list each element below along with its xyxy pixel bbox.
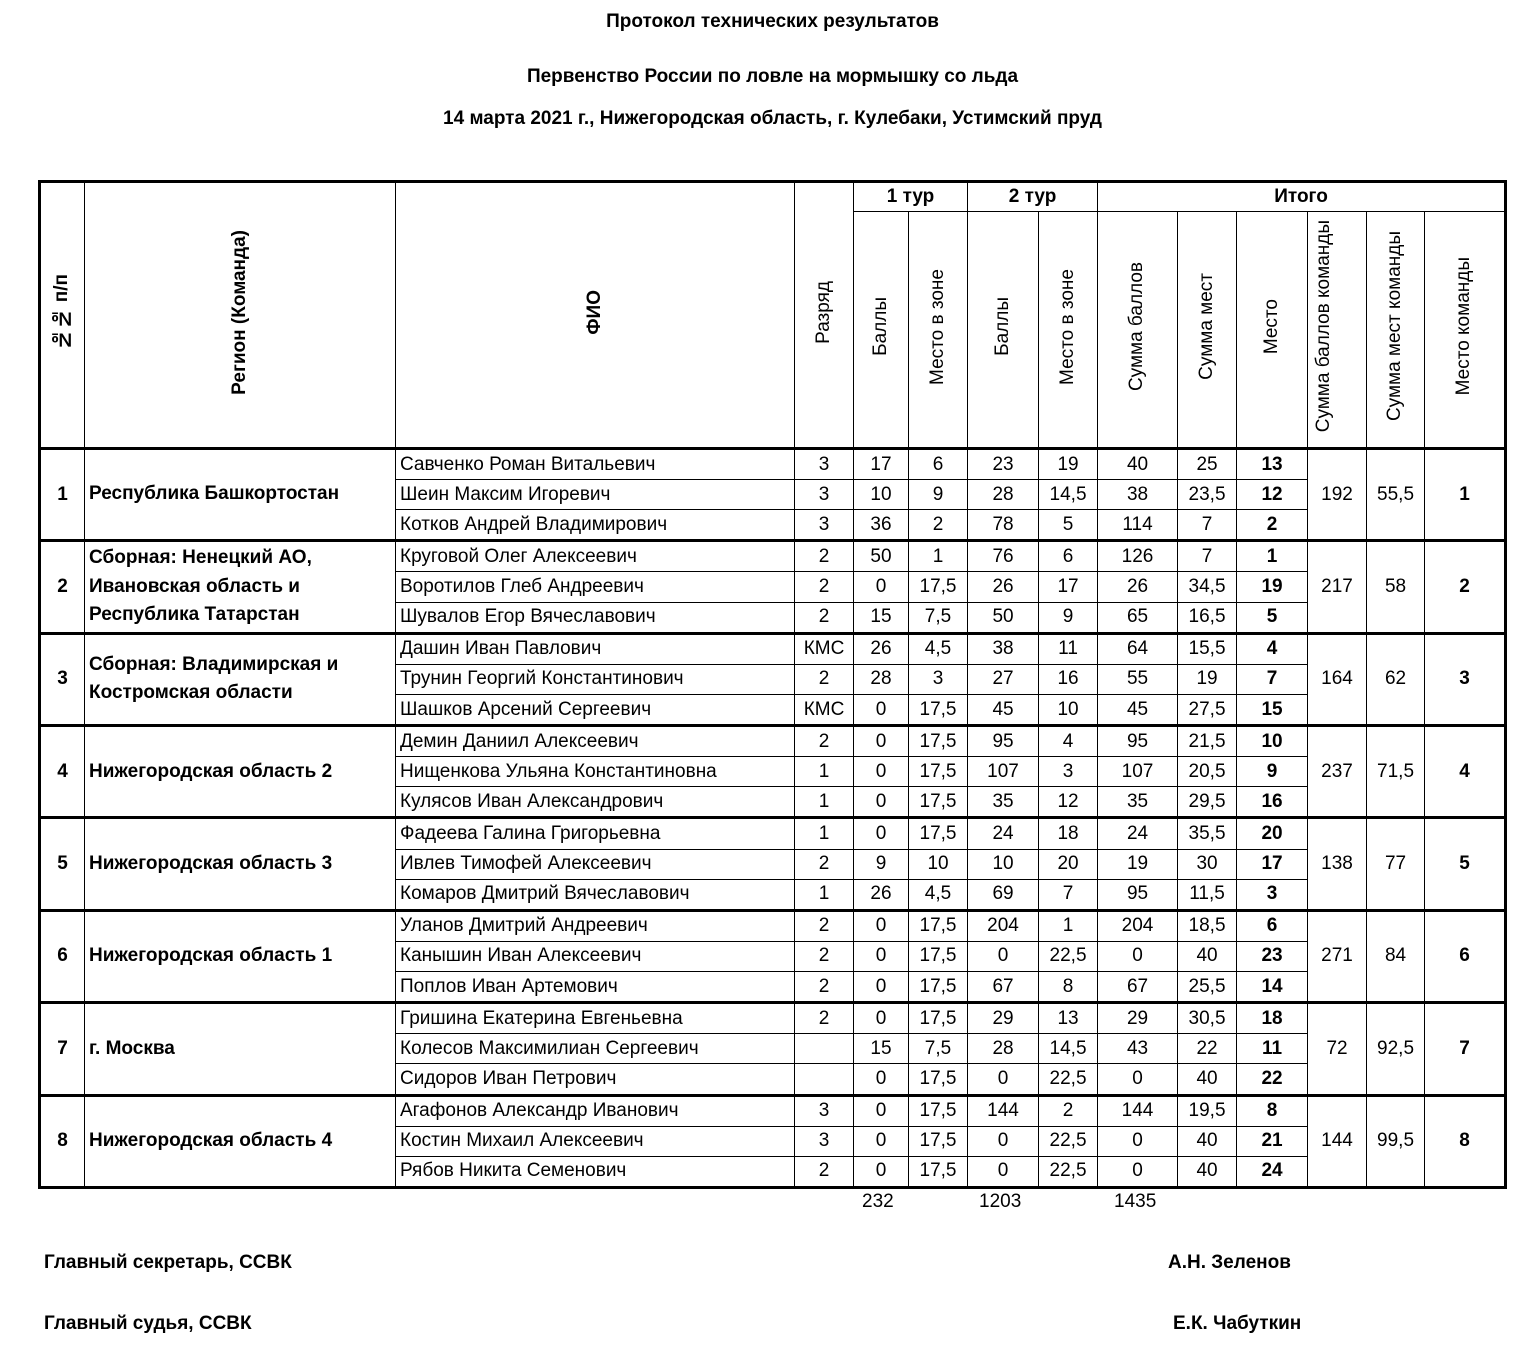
sum-points: 35 bbox=[1098, 787, 1178, 818]
tour2-points: 28 bbox=[968, 1034, 1039, 1064]
team-points: 237 bbox=[1308, 726, 1367, 818]
athlete-rank: 2 bbox=[795, 602, 854, 633]
table-row bbox=[40, 1095, 1506, 1126]
sum-places: 30 bbox=[1178, 849, 1237, 879]
team-places: 84 bbox=[1367, 910, 1425, 1002]
tour1-points: 0 bbox=[854, 818, 909, 849]
sum-places: 30,5 bbox=[1178, 1003, 1237, 1034]
tour2-zone-place: 22,5 bbox=[1039, 1126, 1098, 1156]
athlete-place: 13 bbox=[1237, 449, 1308, 480]
athlete-name: Трунин Георгий Константинович bbox=[396, 664, 795, 694]
header-place: Место bbox=[1237, 212, 1308, 449]
athlete-rank bbox=[795, 1064, 854, 1095]
team-region: Нижегородская область 3 bbox=[85, 818, 396, 910]
athlete-name: Поплов Иван Артемович bbox=[396, 972, 795, 1003]
team-place: 2 bbox=[1425, 541, 1506, 633]
team-region: г. Москва bbox=[85, 1003, 396, 1095]
header-region: Регион (Команда) bbox=[85, 182, 396, 449]
athlete-place: 1 bbox=[1237, 541, 1308, 572]
tour1-zone-place: 17,5 bbox=[909, 1126, 968, 1156]
tour2-zone-place: 10 bbox=[1039, 694, 1098, 725]
tour1-zone-place: 17,5 bbox=[909, 1003, 968, 1034]
athlete-place: 7 bbox=[1237, 664, 1308, 694]
athlete-name: Гришина Екатерина Евгеньевна bbox=[396, 1003, 795, 1034]
sum-points: 0 bbox=[1098, 941, 1178, 971]
team-points: 72 bbox=[1308, 1003, 1367, 1095]
tour1-zone-place: 6 bbox=[909, 449, 968, 480]
tour1-points: 0 bbox=[854, 1003, 909, 1034]
results-table bbox=[38, 180, 1507, 1189]
tour1-points: 0 bbox=[854, 1095, 909, 1126]
tour1-zone-place: 17,5 bbox=[909, 694, 968, 725]
tour2-zone-place: 3 bbox=[1039, 757, 1098, 787]
sum-places: 25,5 bbox=[1178, 972, 1237, 1003]
tour2-zone-place: 14,5 bbox=[1039, 480, 1098, 510]
athlete-name: Фадеева Галина Григорьевна bbox=[396, 818, 795, 849]
sum-places: 19 bbox=[1178, 664, 1237, 694]
athlete-rank: 2 bbox=[795, 726, 854, 757]
team-number: 7 bbox=[40, 1003, 85, 1095]
tour2-zone-place: 16 bbox=[1039, 664, 1098, 694]
athlete-name: Сидоров Иван Петрович bbox=[396, 1064, 795, 1095]
athlete-name: Круговой Олег Алексеевич bbox=[396, 541, 795, 572]
tour1-points: 50 bbox=[854, 541, 909, 572]
athlete-place: 18 bbox=[1237, 1003, 1308, 1034]
athlete-name: Агафонов Александр Иванович bbox=[396, 1095, 795, 1126]
table-row bbox=[40, 1003, 1506, 1034]
tour1-points: 10 bbox=[854, 480, 909, 510]
athlete-rank: 2 bbox=[795, 1003, 854, 1034]
sum-points: 107 bbox=[1098, 757, 1178, 787]
tour1-points: 0 bbox=[854, 972, 909, 1003]
tour1-zone-place: 4,5 bbox=[909, 633, 968, 664]
tour1-points: 15 bbox=[854, 1034, 909, 1064]
tour2-zone-place: 4 bbox=[1039, 726, 1098, 757]
sum-points: 29 bbox=[1098, 1003, 1178, 1034]
tour2-zone-place: 22,5 bbox=[1039, 1156, 1098, 1187]
tour2-points: 76 bbox=[968, 541, 1039, 572]
sum-places: 22 bbox=[1178, 1034, 1237, 1064]
sum-points: 114 bbox=[1098, 510, 1178, 541]
judge-name: Е.К. Чабуткин bbox=[1173, 1313, 1302, 1334]
secretary-role: Главный секретарь, ССВК bbox=[44, 1252, 292, 1273]
sum-points: 0 bbox=[1098, 1126, 1178, 1156]
athlete-place: 19 bbox=[1237, 572, 1308, 602]
total-tour2-points: 1203 bbox=[979, 1191, 1022, 1212]
athlete-place: 11 bbox=[1237, 1034, 1308, 1064]
sum-points: 65 bbox=[1098, 602, 1178, 633]
tour1-zone-place: 4,5 bbox=[909, 879, 968, 910]
tour2-points: 35 bbox=[968, 787, 1039, 818]
header-tour1-points: Баллы bbox=[854, 212, 909, 449]
athlete-place: 2 bbox=[1237, 510, 1308, 541]
tour2-points: 0 bbox=[968, 1126, 1039, 1156]
athlete-rank: 3 bbox=[795, 480, 854, 510]
athlete-rank: 3 bbox=[795, 1126, 854, 1156]
header-tour1-zone-place: Место в зоне bbox=[909, 212, 968, 449]
athlete-name: Котков Андрей Владимирович bbox=[396, 510, 795, 541]
team-place: 6 bbox=[1425, 910, 1506, 1002]
header-fio: ФИО bbox=[396, 182, 795, 449]
athlete-name: Шувалов Егор Вячеславович bbox=[396, 602, 795, 633]
tour2-zone-place: 17 bbox=[1039, 572, 1098, 602]
team-points: 144 bbox=[1308, 1095, 1367, 1187]
athlete-place: 5 bbox=[1237, 602, 1308, 633]
tour2-zone-place: 9 bbox=[1039, 602, 1098, 633]
athlete-name: Уланов Дмитрий Андреевич bbox=[396, 910, 795, 941]
athlete-rank: 2 bbox=[795, 941, 854, 971]
header-tour1: 1 тур bbox=[854, 182, 968, 212]
team-number: 8 bbox=[40, 1095, 85, 1187]
athlete-name: Рябов Никита Семенович bbox=[396, 1156, 795, 1187]
tour2-zone-place: 6 bbox=[1039, 541, 1098, 572]
tour1-zone-place: 17,5 bbox=[909, 1064, 968, 1095]
tour1-zone-place: 17,5 bbox=[909, 1095, 968, 1126]
total-sum-points: 1435 bbox=[1114, 1191, 1157, 1212]
tour1-points: 9 bbox=[854, 849, 909, 879]
header-rank: Разряд bbox=[795, 182, 854, 449]
table-row bbox=[40, 449, 1506, 480]
athlete-name: Канышин Иван Алексеевич bbox=[396, 941, 795, 971]
sum-points: 0 bbox=[1098, 1156, 1178, 1187]
sum-places: 21,5 bbox=[1178, 726, 1237, 757]
team-points: 192 bbox=[1308, 449, 1367, 541]
tour1-points: 0 bbox=[854, 1064, 909, 1095]
athlete-name: Костин Михаил Алексеевич bbox=[396, 1126, 795, 1156]
tour2-points: 28 bbox=[968, 480, 1039, 510]
athlete-rank: 3 bbox=[795, 510, 854, 541]
tour2-zone-place: 8 bbox=[1039, 972, 1098, 1003]
tour2-points: 27 bbox=[968, 664, 1039, 694]
athlete-name: Дашин Иван Павлович bbox=[396, 633, 795, 664]
athlete-place: 12 bbox=[1237, 480, 1308, 510]
team-points: 217 bbox=[1308, 541, 1367, 633]
team-number: 2 bbox=[40, 541, 85, 633]
tour2-points: 45 bbox=[968, 694, 1039, 725]
sum-places: 35,5 bbox=[1178, 818, 1237, 849]
tour1-points: 26 bbox=[854, 633, 909, 664]
sum-points: 24 bbox=[1098, 818, 1178, 849]
tour2-points: 0 bbox=[968, 1064, 1039, 1095]
sum-points: 67 bbox=[1098, 972, 1178, 1003]
secretary-name: А.Н. Зеленов bbox=[1168, 1252, 1291, 1273]
team-number: 6 bbox=[40, 910, 85, 1002]
athlete-rank: 1 bbox=[795, 787, 854, 818]
tour1-zone-place: 1 bbox=[909, 541, 968, 572]
athlete-name: Ивлев Тимофей Алексеевич bbox=[396, 849, 795, 879]
tour1-points: 0 bbox=[854, 1126, 909, 1156]
tour2-points: 95 bbox=[968, 726, 1039, 757]
sum-points: 43 bbox=[1098, 1034, 1178, 1064]
athlete-name: Нищенкова Ульяна Константиновна bbox=[396, 757, 795, 787]
athlete-place: 10 bbox=[1237, 726, 1308, 757]
athlete-rank: 3 bbox=[795, 449, 854, 480]
team-number: 5 bbox=[40, 818, 85, 910]
sum-places: 18,5 bbox=[1178, 910, 1237, 941]
team-region: Нижегородская область 2 bbox=[85, 726, 396, 818]
tour1-points: 0 bbox=[854, 726, 909, 757]
sum-points: 95 bbox=[1098, 879, 1178, 910]
tour1-zone-place: 17,5 bbox=[909, 787, 968, 818]
tour1-points: 0 bbox=[854, 787, 909, 818]
sum-places: 16,5 bbox=[1178, 602, 1237, 633]
athlete-rank: КМС bbox=[795, 633, 854, 664]
athlete-rank: 2 bbox=[795, 1156, 854, 1187]
header-sum-points: Сумма баллов bbox=[1098, 212, 1178, 449]
header-sum-places: Сумма мест bbox=[1178, 212, 1237, 449]
athlete-name: Кулясов Иван Александрович bbox=[396, 787, 795, 818]
header-total: Итого bbox=[1098, 182, 1506, 212]
tour1-points: 0 bbox=[854, 941, 909, 971]
athlete-rank: КМС bbox=[795, 694, 854, 725]
tour1-points: 0 bbox=[854, 910, 909, 941]
team-number: 4 bbox=[40, 726, 85, 818]
tour2-points: 78 bbox=[968, 510, 1039, 541]
team-region: Нижегородская область 1 bbox=[85, 910, 396, 1002]
team-places: 62 bbox=[1367, 633, 1425, 725]
tour1-zone-place: 10 bbox=[909, 849, 968, 879]
team-places: 99,5 bbox=[1367, 1095, 1425, 1187]
team-places: 92,5 bbox=[1367, 1003, 1425, 1095]
athlete-rank: 2 bbox=[795, 849, 854, 879]
athlete-rank: 1 bbox=[795, 879, 854, 910]
tour1-zone-place: 17,5 bbox=[909, 941, 968, 971]
sum-points: 126 bbox=[1098, 541, 1178, 572]
tour2-zone-place: 22,5 bbox=[1039, 1064, 1098, 1095]
tour1-zone-place: 7,5 bbox=[909, 602, 968, 633]
tour2-zone-place: 19 bbox=[1039, 449, 1098, 480]
tour1-zone-place: 17,5 bbox=[909, 1156, 968, 1187]
tour1-zone-place: 2 bbox=[909, 510, 968, 541]
athlete-place: 21 bbox=[1237, 1126, 1308, 1156]
tour2-points: 23 bbox=[968, 449, 1039, 480]
sum-places: 40 bbox=[1178, 1126, 1237, 1156]
tour1-zone-place: 17,5 bbox=[909, 572, 968, 602]
tour2-points: 0 bbox=[968, 941, 1039, 971]
table-row bbox=[40, 726, 1506, 757]
table-row bbox=[40, 541, 1506, 572]
team-region: Республика Башкортостан bbox=[85, 449, 396, 541]
sum-points: 0 bbox=[1098, 1064, 1178, 1095]
tour1-points: 0 bbox=[854, 694, 909, 725]
sum-points: 38 bbox=[1098, 480, 1178, 510]
tour2-points: 10 bbox=[968, 849, 1039, 879]
athlete-name: Шеин Максим Игоревич bbox=[396, 480, 795, 510]
sum-places: 34,5 bbox=[1178, 572, 1237, 602]
tour1-zone-place: 17,5 bbox=[909, 757, 968, 787]
table-row bbox=[40, 910, 1506, 941]
sum-points: 40 bbox=[1098, 449, 1178, 480]
tour1-zone-place: 17,5 bbox=[909, 726, 968, 757]
tour1-zone-place: 3 bbox=[909, 664, 968, 694]
athlete-place: 17 bbox=[1237, 849, 1308, 879]
athlete-rank: 1 bbox=[795, 757, 854, 787]
tour2-zone-place: 7 bbox=[1039, 879, 1098, 910]
sum-places: 15,5 bbox=[1178, 633, 1237, 664]
tour1-points: 0 bbox=[854, 572, 909, 602]
team-places: 55,5 bbox=[1367, 449, 1425, 541]
tour2-zone-place: 20 bbox=[1039, 849, 1098, 879]
team-places: 71,5 bbox=[1367, 726, 1425, 818]
sum-places: 23,5 bbox=[1178, 480, 1237, 510]
athlete-place: 8 bbox=[1237, 1095, 1308, 1126]
event-title: Первенство России по ловле на мормышку со льда bbox=[526, 66, 1019, 87]
athlete-place: 4 bbox=[1237, 633, 1308, 664]
tour2-zone-place: 12 bbox=[1039, 787, 1098, 818]
tour2-zone-place: 11 bbox=[1039, 633, 1098, 664]
team-places: 58 bbox=[1367, 541, 1425, 633]
sum-places: 27,5 bbox=[1178, 694, 1237, 725]
header-team-points: Сумма баллов команды bbox=[1308, 212, 1367, 449]
tour1-points: 26 bbox=[854, 879, 909, 910]
athlete-name: Воротилов Глеб Андреевич bbox=[396, 572, 795, 602]
athlete-rank bbox=[795, 1034, 854, 1064]
tour2-points: 204 bbox=[968, 910, 1039, 941]
athlete-place: 22 bbox=[1237, 1064, 1308, 1095]
team-region: Сборная: Ненецкий АО, Ивановская область и Республика Татарстан bbox=[85, 541, 396, 633]
header-tour2-zone-place: Место в зоне bbox=[1039, 212, 1098, 449]
team-points: 164 bbox=[1308, 633, 1367, 725]
tour1-zone-place: 17,5 bbox=[909, 972, 968, 1003]
athlete-rank: 3 bbox=[795, 1095, 854, 1126]
sum-points: 19 bbox=[1098, 849, 1178, 879]
sum-points: 204 bbox=[1098, 910, 1178, 941]
team-place: 8 bbox=[1425, 1095, 1506, 1187]
team-place: 5 bbox=[1425, 818, 1506, 910]
team-places: 77 bbox=[1367, 818, 1425, 910]
team-number: 3 bbox=[40, 633, 85, 725]
sum-places: 11,5 bbox=[1178, 879, 1237, 910]
tour2-zone-place: 22,5 bbox=[1039, 941, 1098, 971]
athlete-place: 23 bbox=[1237, 941, 1308, 971]
sum-places: 19,5 bbox=[1178, 1095, 1237, 1126]
team-region: Сборная: Владимирская и Костромская области bbox=[85, 633, 396, 725]
judge-role: Главный судья, ССВК bbox=[44, 1313, 252, 1334]
athlete-name: Комаров Дмитрий Вячеславович bbox=[396, 879, 795, 910]
sum-places: 7 bbox=[1178, 510, 1237, 541]
athlete-place: 16 bbox=[1237, 787, 1308, 818]
tour2-points: 144 bbox=[968, 1095, 1039, 1126]
tour2-points: 67 bbox=[968, 972, 1039, 1003]
header-tour2: 2 тур bbox=[968, 182, 1098, 212]
tour1-zone-place: 7,5 bbox=[909, 1034, 968, 1064]
document-title: Протокол технических результатов bbox=[606, 11, 939, 32]
tour2-points: 26 bbox=[968, 572, 1039, 602]
tour2-points: 24 bbox=[968, 818, 1039, 849]
sum-places: 40 bbox=[1178, 1064, 1237, 1095]
tour2-points: 50 bbox=[968, 602, 1039, 633]
tour2-zone-place: 1 bbox=[1039, 910, 1098, 941]
tour2-zone-place: 18 bbox=[1039, 818, 1098, 849]
sum-places: 40 bbox=[1178, 941, 1237, 971]
total-tour1-points: 232 bbox=[862, 1191, 894, 1212]
team-points: 271 bbox=[1308, 910, 1367, 1002]
tour2-points: 29 bbox=[968, 1003, 1039, 1034]
sum-places: 20,5 bbox=[1178, 757, 1237, 787]
athlete-place: 14 bbox=[1237, 972, 1308, 1003]
team-points: 138 bbox=[1308, 818, 1367, 910]
sum-points: 45 bbox=[1098, 694, 1178, 725]
header-tour2-points: Баллы bbox=[968, 212, 1039, 449]
tour2-zone-place: 2 bbox=[1039, 1095, 1098, 1126]
tour1-zone-place: 17,5 bbox=[909, 818, 968, 849]
header-num: №№ п/п bbox=[40, 182, 85, 449]
sum-points: 26 bbox=[1098, 572, 1178, 602]
team-place: 7 bbox=[1425, 1003, 1506, 1095]
sum-points: 55 bbox=[1098, 664, 1178, 694]
sum-places: 7 bbox=[1178, 541, 1237, 572]
athlete-name: Савченко Роман Витальевич bbox=[396, 449, 795, 480]
athlete-place: 9 bbox=[1237, 757, 1308, 787]
tour1-points: 0 bbox=[854, 1156, 909, 1187]
athlete-place: 20 bbox=[1237, 818, 1308, 849]
tour1-zone-place: 9 bbox=[909, 480, 968, 510]
athlete-rank: 2 bbox=[795, 910, 854, 941]
athlete-name: Демин Даниил Алексеевич bbox=[396, 726, 795, 757]
sum-points: 95 bbox=[1098, 726, 1178, 757]
athlete-rank: 1 bbox=[795, 818, 854, 849]
sum-places: 29,5 bbox=[1178, 787, 1237, 818]
athlete-place: 6 bbox=[1237, 910, 1308, 941]
athlete-place: 15 bbox=[1237, 694, 1308, 725]
team-place: 4 bbox=[1425, 726, 1506, 818]
athlete-name: Колесов Максимилиан Сергеевич bbox=[396, 1034, 795, 1064]
athlete-rank: 2 bbox=[795, 664, 854, 694]
tour2-zone-place: 5 bbox=[1039, 510, 1098, 541]
tour1-points: 0 bbox=[854, 757, 909, 787]
header-team-place: Место команды bbox=[1425, 212, 1506, 449]
team-number: 1 bbox=[40, 449, 85, 541]
table-row bbox=[40, 633, 1506, 664]
athlete-rank: 2 bbox=[795, 541, 854, 572]
tour1-points: 28 bbox=[854, 664, 909, 694]
sum-places: 25 bbox=[1178, 449, 1237, 480]
tour1-points: 36 bbox=[854, 510, 909, 541]
athlete-place: 24 bbox=[1237, 1156, 1308, 1187]
tour2-points: 38 bbox=[968, 633, 1039, 664]
tour2-points: 0 bbox=[968, 1156, 1039, 1187]
athlete-place: 3 bbox=[1237, 879, 1308, 910]
tour1-points: 15 bbox=[854, 602, 909, 633]
tour2-zone-place: 13 bbox=[1039, 1003, 1098, 1034]
team-place: 3 bbox=[1425, 633, 1506, 725]
sum-places: 40 bbox=[1178, 1156, 1237, 1187]
team-place: 1 bbox=[1425, 449, 1506, 541]
table-row bbox=[40, 818, 1506, 849]
athlete-rank: 2 bbox=[795, 972, 854, 1003]
sum-points: 64 bbox=[1098, 633, 1178, 664]
tour1-points: 17 bbox=[854, 449, 909, 480]
athlete-rank: 2 bbox=[795, 572, 854, 602]
tour2-points: 69 bbox=[968, 879, 1039, 910]
header-team-places: Сумма мест команды bbox=[1367, 212, 1425, 449]
tour1-zone-place: 17,5 bbox=[909, 910, 968, 941]
athlete-name: Шашков Арсений Сергеевич bbox=[396, 694, 795, 725]
sum-points: 144 bbox=[1098, 1095, 1178, 1126]
team-region: Нижегородская область 4 bbox=[85, 1095, 396, 1187]
event-date-location: 14 марта 2021 г., Нижегородская область, г. Кулебаки, Устимский пруд bbox=[443, 108, 1102, 129]
tour2-zone-place: 14,5 bbox=[1039, 1034, 1098, 1064]
tour2-points: 107 bbox=[968, 757, 1039, 787]
